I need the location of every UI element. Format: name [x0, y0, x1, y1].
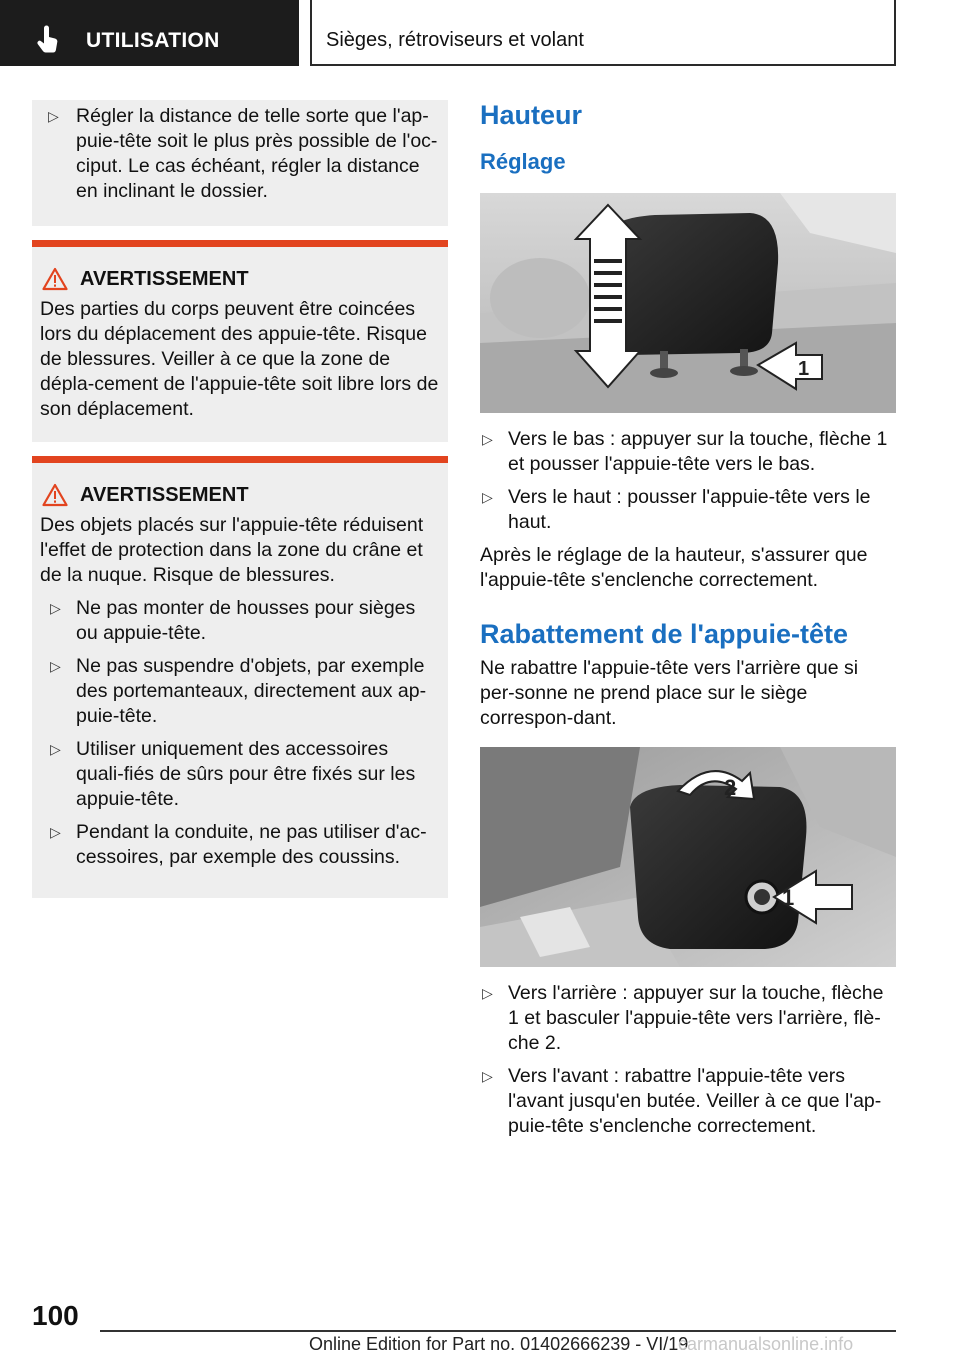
triangle-bullet-icon: ▷ [482, 985, 493, 1001]
warning-title: AVERTISSEMENT [80, 267, 249, 290]
section-title: UTILISATION [86, 29, 220, 52]
footer-watermark: carmanualsonline.info [678, 1334, 854, 1354]
fig1-arrow-label: 1 [798, 358, 810, 380]
triangle-bullet-icon: ▷ [482, 1068, 493, 1084]
triangle-bullet-icon: ▷ [50, 741, 61, 757]
list-item: ▷ Ne pas suspendre d'objets, par exemple des portemanteaux, directement aux ap-puie-tête. [50, 655, 427, 727]
hand-pointer-icon [34, 25, 64, 55]
warning-text: Des objets placés sur l'appuie-tête réduisent l'effet de protection dans la zone du crâne et de la nuque. Risque de blessures. [40, 514, 424, 586]
height-note: Après le réglage de la hauteur, s'assurer que l'appuie-tête s'enclenche correctement. [480, 544, 868, 591]
section-tab [0, 0, 299, 66]
heading-adjust: Réglage [480, 149, 566, 174]
list-item: ▷ Vers l'avant : rabattre l'appuie-tête vers l'avant jusqu'en butée. Veiller à ce que l'ap-puie-tête s'enclenche correctement. [482, 1065, 882, 1137]
left-column [32, 100, 448, 898]
triangle-bullet-icon: ▷ [50, 824, 61, 840]
right-column [480, 100, 896, 1147]
warning-box-1 [32, 240, 448, 442]
chapter-title: Sièges, rétroviseurs et volant [326, 29, 584, 51]
headrest-fold-figure [480, 747, 896, 967]
fig2-arrow-label-2: 2 [724, 775, 737, 800]
list-item: ▷ Régler la distance de telle sorte que l'ap-puie-tête soit le plus près possible de l'oc-ciput. Le cas échéant, régler la distance en inclinant le dossier. [48, 105, 438, 202]
footer-edition: Online Edition for Part no. 01402666239 - VI/19 [309, 1334, 689, 1354]
triangle-bullet-icon: ▷ [48, 108, 59, 124]
triangle-bullet-icon: ▷ [50, 600, 61, 616]
warning-box-2 [32, 456, 448, 898]
triangle-bullet-icon: ▷ [50, 658, 61, 674]
footer-divider [100, 1330, 896, 1332]
warning-title: AVERTISSEMENT [80, 483, 249, 506]
list-item: ▷ Vers l'arrière : appuyer sur la touche, flèche 1 et basculer l'appuie-tête vers l'arrière, flè-che 2. [482, 982, 884, 1054]
list-item: ▷ Ne pas monter de housses pour sièges ou appuie-tête. [50, 597, 416, 644]
warning-triangle-icon [42, 483, 68, 507]
heading-height: Hauteur [480, 100, 583, 130]
triangle-bullet-icon: ▷ [482, 489, 493, 505]
triangle-bullet-icon: ▷ [482, 431, 493, 447]
warning-triangle-icon [42, 267, 68, 291]
list-item: ▷ Pendant la conduite, ne pas utiliser d'ac-cessoires, par exemple des coussins. [50, 821, 427, 868]
headrest-height-figure [480, 193, 896, 413]
fig2-arrow-label-1: 1 [782, 885, 795, 910]
headrest-height-illustration [480, 193, 896, 413]
list-item: ▷ Vers le bas : appuyer sur la touche, flèche 1 et pousser l'appuie-tête vers le bas. [482, 428, 888, 475]
chapter-tab [310, 0, 896, 66]
heading-fold: Rabattement de l'appuie-tête [480, 619, 848, 649]
intro-box [32, 100, 448, 226]
list-item: ▷ Utiliser uniquement des accessoires quali-fiés de sûrs pour être fixés sur les appuie-tête. [50, 738, 416, 810]
list-item: ▷ Vers le haut : pousser l'appuie-tête vers le haut. [482, 486, 871, 533]
warning-text: Des parties du corps peuvent être coincées lors du déplacement des appuie-tête. Risque de blessures. Veiller à ce que la zone de dépla-cement de l'appuie-tête soit libre lors de son déplacement. [40, 298, 439, 420]
headrest-fold-illustration [480, 747, 896, 967]
page-number: 100 [32, 1300, 79, 1331]
fold-text: Ne rabattre l'appuie-tête vers l'arrière que si per-sonne ne prend place sur le siège correspon-dant. [480, 657, 859, 729]
